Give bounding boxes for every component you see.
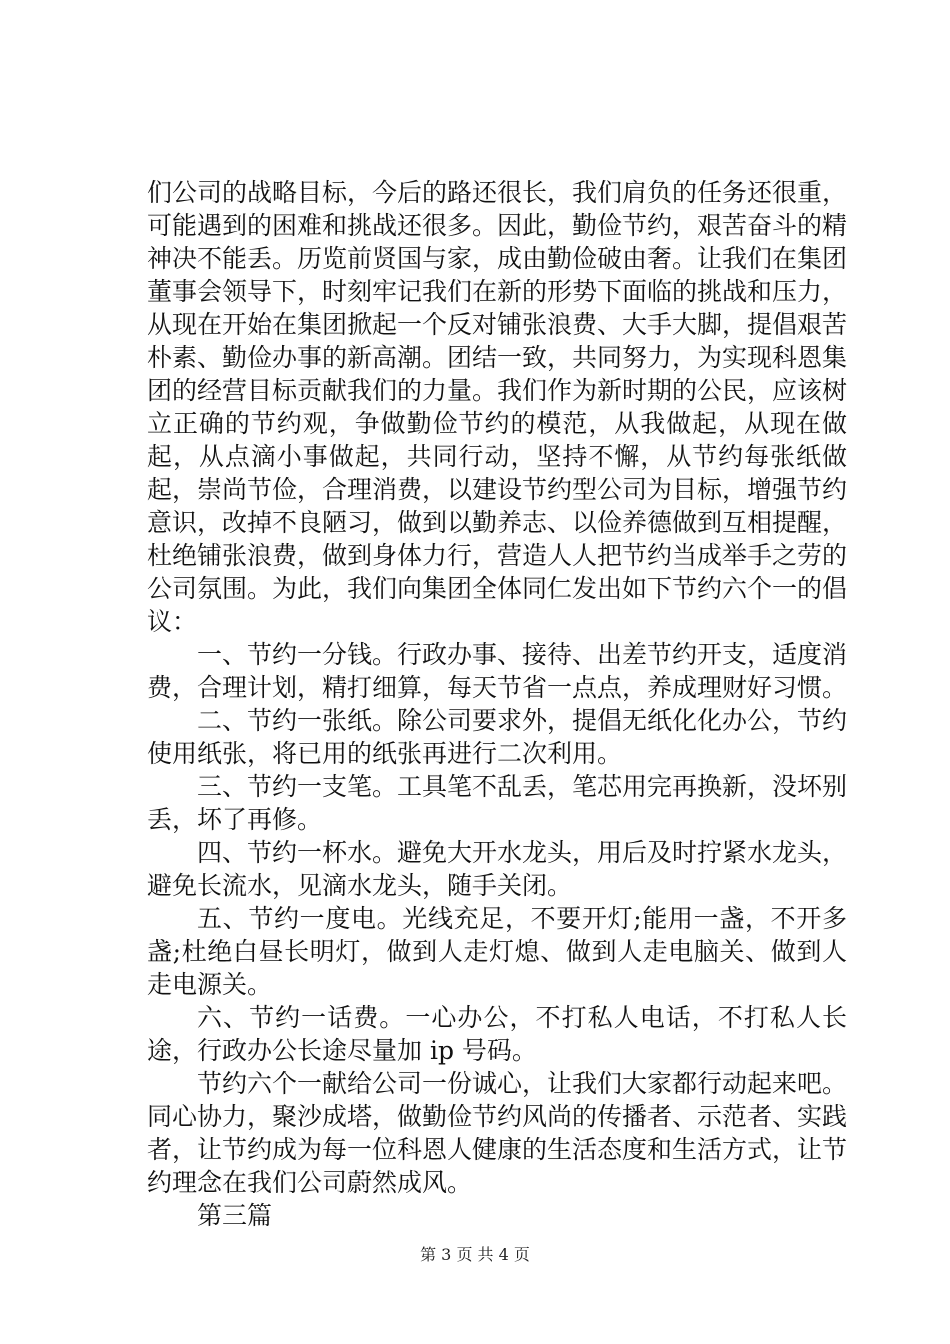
- paragraph-intro: 们公司的战略目标，今后的路还很长，我们肩负的任务还很重，可能遇到的困难和挑战还很多。因此，勤俭节约，艰苦奋斗的精神决不能丢。历览前贤国与家，成由勤俭破由奢。让我们在集团董事会领导下，时刻牢记我们在新的形势下面临的挑战和压力，从现在开始在集团掀起一个反对铺张浪费、大手大脚，提倡艰苦朴素、勤俭办事的新高潮。团结一致，共同努力，为实现科恩集团的经营目标贡献我们的力量。我们作为新时期的公民，应该树立正确的节约观，争做勤俭节约的模范，从我做起，从现在做起，从点滴小事做起，共同行动，坚持不懈，从节约每张纸做起，崇尚节俭，合理消费，以建设节约型公司为目标，增强节约意识，改掉不良陋习，做到以勤养志、以俭养德做到互相提醒，杜绝铺张浪费，做到身体力行，营造人人把节约当成举手之劳的公司氛围。为此，我们向集团全体同仁发出如下节约六个一的倡议：: [147, 178, 848, 636]
- paragraph-item-2: 二、节约一张纸。除公司要求外，提倡无纸化化办公，节约使用纸张，将已用的纸张再进行二次利用。: [147, 706, 848, 768]
- page-footer: 第 3 页 共 4 页: [420, 1245, 530, 1264]
- paragraph-item-4: 四、节约一杯水。避免大开水龙头，用后及时拧紧水龙头，避免长流水，见滴水龙头，随手关闭。: [147, 838, 848, 900]
- section-heading: 第三篇: [197, 1201, 273, 1230]
- paragraph-item-3: 三、节约一支笔。工具笔不乱丢，笔芯用完再换新，没坏别丢，坏了再修。: [147, 772, 848, 834]
- paragraph-item-5: 五、节约一度电。光线充足，不要开灯;能用一盏，不开多盏;杜绝白昼长明灯，做到人走灯熄、做到人走电脑关、做到人走电源关。: [147, 904, 847, 999]
- paragraph-closing: 节约六个一献给公司一份诚心，让我们大家都行动起来吧。同心协力，聚沙成塔，做勤俭节约风尚的传播者、示范者、实践者，让节约成为每一位科恩人健康的生活态度和生活方式，让节约理念在我们公司蔚然成风。: [147, 1069, 848, 1197]
- paragraph-item-6: 六、节约一话费。一心办公，不打私人电话，不打私人长途，行政办公长途尽量加 ip 号码。: [147, 1003, 847, 1065]
- paragraph-item-1: 一、节约一分钱。行政办事、接待、出差节约开支，适度消费，合理计划，精打细算，每天节省一点点，养成理财好习惯。: [147, 640, 848, 702]
- document-body: [147, 176, 847, 1232]
